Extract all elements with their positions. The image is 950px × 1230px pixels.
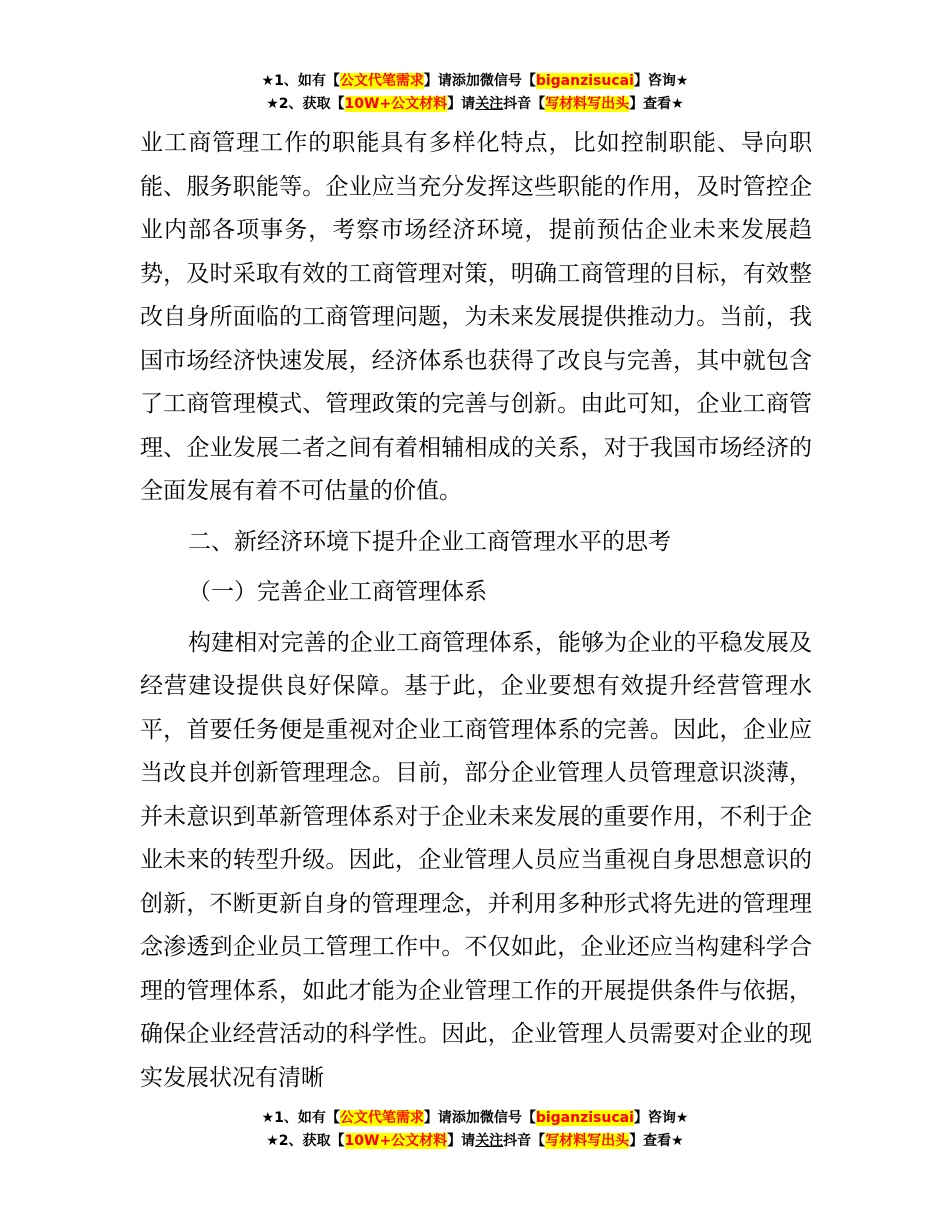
body-paragraph: 业工商管理工作的职能具有多样化特点，比如控制职能、导向职能、服务职能等。企业应当充分发挥这些职能的作用，及时管控企业内部各项事务，考察市场经济环境，提前预估企业未来发展趋势，及时采取有效的工商管理对策，明确工商管理的目标，有效整改自身所面临的工商管理问题，为未来发展提供推动力。当前，我国市场经济快速发展，经济体系也获得了改良与完善，其中就包含了工商管理模式、管理政策的完善与创新。由此可知，企业工商管理、企业发展二者之间有着相辅相成的关系，对于我国市场经济的全面发展有着不可估量的价值。 xyxy=(140,130,812,504)
douyin-account-highlight: 写材料写出头 xyxy=(545,1133,630,1149)
banner-text: 】请 xyxy=(447,96,476,112)
subsection-heading: （一）完善企业工商管理体系 xyxy=(188,579,487,605)
follow-underlined: 关注 xyxy=(475,96,504,112)
banner-text: 】请添加微信号【 xyxy=(423,73,536,89)
materials-highlight: 10W+公文材料 xyxy=(344,96,448,112)
banner-text: ★1、如有 xyxy=(261,1110,326,1126)
header-banner xyxy=(0,70,950,116)
ghostwriting-request-highlight: 公文代笔需求 xyxy=(339,1110,424,1126)
banner-text: 】咨询★ xyxy=(633,1110,689,1126)
follow-underlined: 关注 xyxy=(475,1133,504,1149)
footer-banner-line-2 xyxy=(0,1130,950,1153)
banner-text: 】查看★ xyxy=(629,1133,684,1149)
banner-text: 【 xyxy=(325,73,340,89)
section-heading: 二、新经济环境下提升企业工商管理水平的思考 xyxy=(188,528,671,555)
banner-text: ★2、获取【 xyxy=(266,96,345,112)
banner-text: 】咨询★ xyxy=(633,73,689,89)
banner-text: 【 xyxy=(325,1110,340,1126)
footer-banner xyxy=(0,1107,950,1153)
banner-text: 抖音【 xyxy=(503,96,546,112)
footer-banner-line-1 xyxy=(0,1107,950,1130)
wechat-id-highlight: biganzisucai xyxy=(535,73,634,89)
banner-text: 抖音【 xyxy=(503,1133,546,1149)
materials-highlight: 10W+公文材料 xyxy=(344,1133,448,1149)
body-paragraph: 构建相对完善的企业工商管理体系，能够为企业的平稳发展及经营建设提供良好保障。基于此，企业要想有效提升经营管理水平，首要任务便是重视对企业工商管理体系的完善。因此，企业应当改良并创新管理理念。目前，部分企业管理人员管理意识淡薄，并未意识到革新管理体系对于企业未来发展的重要作用，不利于企业未来的转型升级。因此，企业管理人员应当重视自身思想意识的创新，不断更新自身的管理理念，并利用多种形式将先进的管理理念渗透到企业员工管理工作中。不仅如此，企业还应当构建科学合理的管理体系，如此才能为企业管理工作的开展提供条件与依据，确保企业经营活动的科学性。因此，企业管理人员需要对企业的现实发展状况有清晰 xyxy=(140,629,812,1091)
banner-text: 】查看★ xyxy=(629,96,684,112)
wechat-id-highlight: biganzisucai xyxy=(535,1110,634,1126)
banner-text: ★1、如有 xyxy=(261,73,326,89)
douyin-account-highlight: 写材料写出头 xyxy=(545,96,630,112)
document-body xyxy=(140,122,812,1100)
ghostwriting-request-highlight: 公文代笔需求 xyxy=(339,73,424,89)
banner-text: 】请 xyxy=(447,1133,476,1149)
banner-text: ★2、获取【 xyxy=(266,1133,345,1149)
header-banner-line-1 xyxy=(0,70,950,93)
header-banner-line-2 xyxy=(0,93,950,116)
banner-text: 】请添加微信号【 xyxy=(423,1110,536,1126)
